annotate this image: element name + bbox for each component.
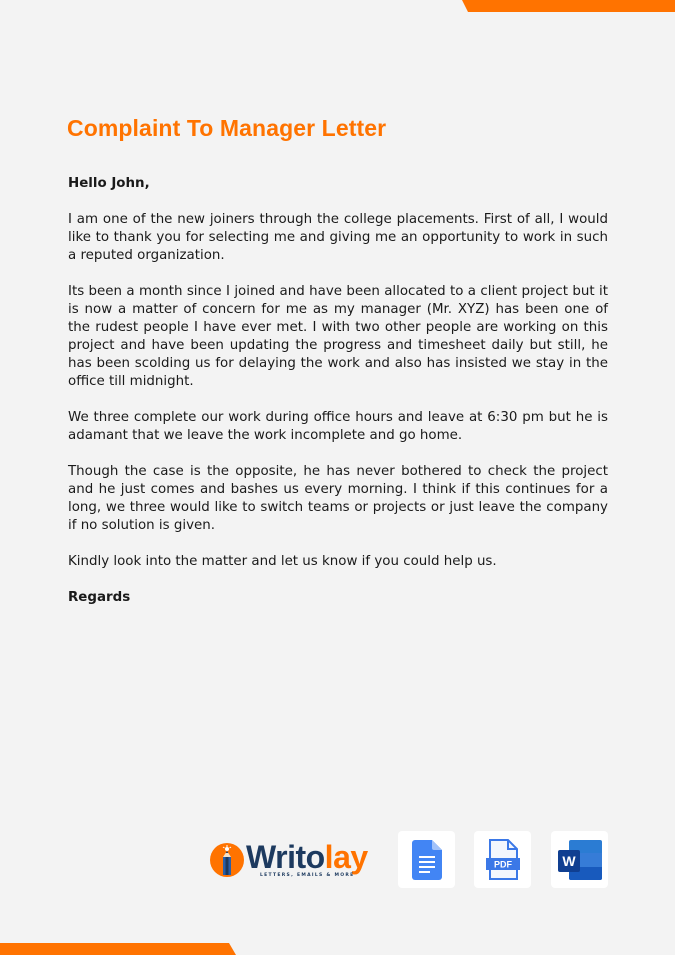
top-accent-bar (462, 0, 675, 12)
writolay-logo[interactable] (210, 840, 368, 880)
pencil-logo-icon (210, 843, 244, 877)
google-docs-download-button[interactable] (398, 831, 455, 888)
paragraph: I am one of the new joiners through the college placements. First of all, I would like to thank you for selecting me and giving me an opportunity to work in such a reputed organization. (68, 212, 608, 263)
paragraph: Its been a month since I joined and have been allocated to a client project but it is now a matter of concern for me as my manager (Mr. XYZ) has been one of the rudest people I have ever met. I with two other people are working on this project and have been updating the progress and timesheet daily but still, he has been scolding us for delaying the work and also has insisted we stay in the office till midnight. (68, 284, 608, 389)
svg-text:W: W (561, 852, 576, 869)
closing: Regards (68, 590, 131, 605)
letter-body (68, 175, 608, 625)
paragraph: We three complete our work during office hours and leave at 6:30 pm but he is adamant that we leave the work incomplete and go home. (68, 410, 608, 443)
svg-text:PDF: PDF (493, 859, 512, 869)
document-title: Complaint To Manager Letter (67, 115, 387, 141)
brand-name: Writolay (246, 839, 368, 876)
salutation: Hello John, (68, 176, 150, 191)
paragraph: Though the case is the opposite, he has never bothered to check the project and he just comes and bashes us every morning. I think if this continues for a long, we three would like to switch teams or projects or just leave the company if no solution is given. (68, 464, 608, 533)
brand-tagline: LETTERS, EMAILS & MORE (260, 873, 355, 879)
word-icon (557, 839, 603, 881)
bottom-accent-bar (0, 943, 236, 955)
pdf-icon (484, 839, 522, 881)
pdf-download-button[interactable] (474, 831, 531, 888)
word-download-button[interactable] (551, 831, 608, 888)
paragraph: Kindly look into the matter and let us know if you could help us. (68, 554, 497, 569)
google-docs-icon (412, 840, 442, 880)
